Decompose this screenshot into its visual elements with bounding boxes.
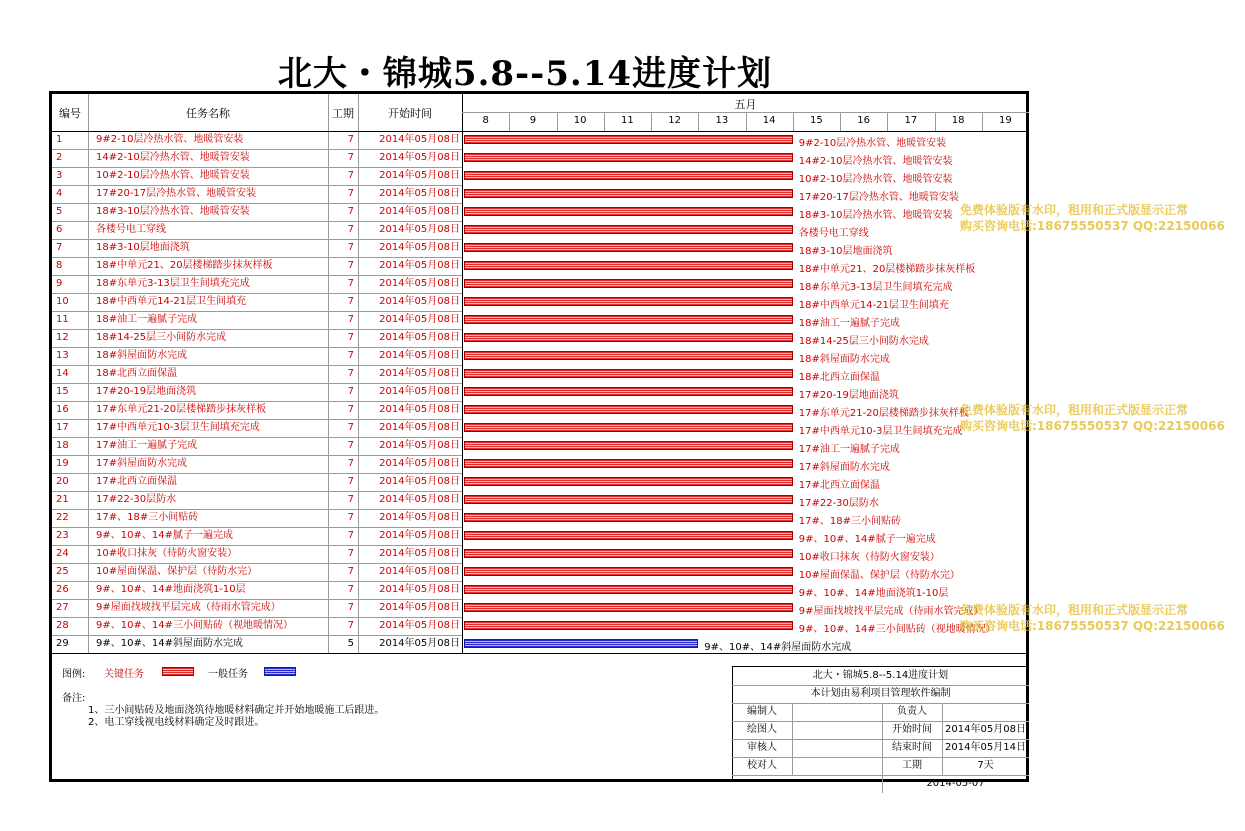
task-id: 9 [56,278,63,289]
task-id: 12 [56,332,69,343]
task-name: 17#22-30层防水 [96,494,177,505]
task-duration: 5 [347,638,354,649]
task-id: 29 [56,638,69,649]
task-id: 21 [56,494,69,505]
task-start: 2014年05月08日 [379,152,460,163]
task-duration: 7 [347,422,354,433]
task-bar-label: 17#油工一遍腻子完成 [798,444,900,455]
watermark-3a: 免费体验版有水印，租用和正式版显示正常 [960,603,1189,617]
task-start: 2014年05月08日 [379,584,460,595]
task-duration: 7 [347,566,354,577]
task-duration: 7 [347,602,354,613]
task-duration: 7 [347,620,354,631]
task-start: 2014年05月08日 [379,170,460,181]
task-bar [464,225,793,234]
task-start: 2014年05月08日 [379,134,460,145]
task-start: 2014年05月08日 [379,188,460,199]
task-bar-label: 18#油工一遍腻子完成 [798,318,900,329]
task-name: 18#中西单元14-21层卫生间填充 [96,296,247,307]
infobox-value: 7天 [977,760,994,771]
task-duration: 7 [347,332,354,343]
task-id: 7 [56,242,63,253]
task-name: 9#屋面找坡找平层完成（待雨水管完成） [96,602,281,613]
task-duration: 7 [347,242,354,253]
task-bar [464,459,793,468]
task-duration: 7 [347,152,354,163]
task-start: 2014年05月08日 [379,350,460,361]
task-name: 17#北西立面保温 [96,476,178,487]
infobox-cell-divider [792,703,793,721]
task-duration: 7 [347,530,354,541]
task-name: 各楼号电工穿线 [96,224,166,235]
task-id: 19 [56,458,69,469]
infobox-label: 结束时间 [892,742,932,753]
task-bar-label: 9#、10#、14#斜屋面防水完成 [704,642,852,653]
task-duration: 7 [347,368,354,379]
task-start: 2014年05月08日 [379,278,460,289]
task-duration: 7 [347,188,354,199]
legend-normal-swatch [264,667,296,676]
task-id: 4 [56,188,63,199]
header-start: 开始时间 [388,107,432,120]
day-label: 19 [999,115,1012,126]
task-start: 2014年05月08日 [379,476,460,487]
task-bar-label: 18#斜屋面防水完成 [798,354,890,365]
task-bar-label: 18#14-25层三小间防水完成 [798,336,929,347]
task-bar-label: 17#、18#三小间贴砖 [798,516,901,527]
task-name: 18#中单元21、20层楼梯踏步抹灰样板 [96,260,273,271]
task-start: 2014年05月08日 [379,206,460,217]
day-label: 9 [529,115,537,126]
task-bar [464,621,793,630]
task-start: 2014年05月08日 [379,404,460,415]
task-bar [464,441,793,450]
task-duration: 7 [347,260,354,271]
infobox-cell-divider [792,721,793,739]
header-month: 五月 [734,98,757,111]
task-name: 18#油工一遍腻子完成 [96,314,198,325]
infobox-cell-divider [792,739,793,757]
task-id: 16 [56,404,69,415]
task-name: 18#东单元3-13层卫生间填充完成 [96,278,250,289]
task-bar [464,261,793,270]
task-name: 10#2-10层冷热水管、地暖管安装 [96,170,250,181]
task-start: 2014年05月08日 [379,512,460,523]
task-bar-label: 17#20-17层冷热水管、地暖管安装 [798,192,959,203]
task-bar-label: 14#2-10层冷热水管、地暖管安装 [798,156,953,167]
task-bar [464,243,793,252]
watermark-2a: 免费体验版有水印，租用和正式版显示正常 [960,403,1189,417]
task-start: 2014年05月08日 [379,386,460,397]
task-duration: 7 [347,476,354,487]
day-label: 16 [857,115,870,126]
task-id: 25 [56,566,69,577]
task-name: 14#2-10层冷热水管、地暖管安装 [96,152,250,163]
page-title: 北大・锦城5.8--5.14进度计划 [277,54,773,94]
day-label: 15 [810,115,823,126]
task-id: 20 [56,476,69,487]
task-bar-label: 18#3-10层地面浇筑 [798,246,893,257]
task-bar [464,405,793,414]
day-label: 17 [904,115,918,126]
gantt-frame [49,91,1029,789]
task-name: 17#斜屋面防水完成 [96,458,188,469]
infobox-date: 2014-05-07 [926,778,985,789]
infobox-title: 北大・锦城5.8--5.14进度计划 [812,670,949,681]
day-label: 12 [668,115,681,126]
task-bar-label: 17#中西单元10-3层卫生间填充完成 [798,426,963,437]
task-start: 2014年05月08日 [379,332,460,343]
infobox-label: 校对人 [747,760,777,771]
task-bar-label: 9#、10#、14#三小间贴砖（视地暖情况） [798,624,996,635]
task-bar [464,603,793,612]
task-bar [464,495,793,504]
task-id: 1 [56,134,63,145]
legend-label: 图例: [62,669,86,680]
table-bottom [52,653,1029,654]
task-id: 11 [56,314,69,325]
task-bar [464,369,793,378]
task-bar [464,585,793,594]
task-duration: 7 [347,296,354,307]
watermark-3b: 购买咨询电话:18675550537 QQ:22150066 [960,619,1225,633]
task-id: 17 [56,422,69,433]
task-bar [464,639,698,648]
task-bar [464,423,793,432]
task-name: 10#收口抹灰（待防火窗安装） [96,548,238,559]
task-name: 18#3-10层地面浇筑 [96,242,190,253]
task-bar [464,153,793,162]
task-id: 26 [56,584,69,595]
task-start: 2014年05月08日 [379,368,460,379]
task-start: 2014年05月08日 [379,566,460,577]
task-duration: 7 [347,224,354,235]
task-bar-label: 18#3-10层冷热水管、地暖管安装 [798,210,953,221]
task-duration: 7 [347,512,354,523]
task-bar-label: 18#东单元3-13层卫生间填充完成 [798,282,953,293]
infobox-value [942,703,1029,721]
task-id: 14 [56,368,69,379]
task-name: 9#、10#、14#地面浇筑1-10层 [96,584,246,595]
infobox-label: 编制人 [747,706,777,717]
task-duration: 7 [347,386,354,397]
notes-label: 备注: [62,693,86,704]
task-start: 2014年05月08日 [379,620,460,631]
watermark-2b: 购买咨询电话:18675550537 QQ:22150066 [960,419,1225,433]
infobox-label: 工期 [902,760,922,771]
task-start: 2014年05月08日 [379,530,460,541]
infobox-label: 绘图人 [747,724,777,735]
task-bar [464,477,793,486]
infobox-label: 审核人 [747,742,777,753]
note-line-1: 1、三小间贴砖及地面浇筑待地暖材料确定并开始地暖施工后跟进。 [88,705,385,716]
infobox-label: 负责人 [897,706,927,717]
task-id: 23 [56,530,69,541]
note-line-2: 2、电工穿线视电线材料确定及时跟进。 [88,717,265,728]
task-id: 27 [56,602,69,613]
task-id: 3 [56,170,63,181]
watermark-1b: 购买咨询电话:18675550537 QQ:22150066 [960,219,1225,233]
task-name: 18#斜屋面防水完成 [96,350,188,361]
task-id: 6 [56,224,63,235]
task-bar [464,207,793,216]
day-label: 11 [621,115,634,126]
task-duration: 7 [347,584,354,595]
column-divider [88,94,89,653]
task-id: 13 [56,350,69,361]
header-name: 任务名称 [186,107,230,120]
task-bar-label: 17#20-19层地面浇筑 [798,390,899,401]
task-start: 2014年05月08日 [379,296,460,307]
task-duration: 7 [347,350,354,361]
task-start: 2014年05月08日 [379,440,460,451]
task-bar-label: 各楼号电工穿线 [798,228,869,239]
task-id: 8 [56,260,63,271]
task-start: 2014年05月08日 [379,458,460,469]
task-start: 2014年05月08日 [379,242,460,253]
task-duration: 7 [347,206,354,217]
task-name: 9#、10#、14#腻子一遍完成 [96,530,233,541]
task-start: 2014年05月08日 [379,422,460,433]
task-bar-label: 17#22-30层防水 [798,498,879,509]
task-bar-label: 18#中西单元14-21层卫生间填充 [798,300,949,311]
task-name: 17#油工一遍腻子完成 [96,440,198,451]
task-id: 2 [56,152,63,163]
task-bar [464,549,793,558]
task-duration: 7 [347,548,354,559]
day-label: 18 [951,115,965,126]
task-bar [464,315,793,324]
task-bar-label: 18#北西立面保温 [798,372,880,383]
task-bar [464,279,793,288]
task-bar [464,567,793,576]
task-id: 24 [56,548,69,559]
task-id: 5 [56,206,63,217]
task-bar [464,297,793,306]
infobox-label: 开始时间 [892,724,932,735]
task-name: 9#、10#、14#斜屋面防水完成 [96,638,243,649]
task-name: 9#、10#、14#三小间贴砖（视地暖情况） [96,620,293,631]
task-start: 2014年05月08日 [379,314,460,325]
task-bar [464,513,793,522]
task-duration: 7 [347,440,354,451]
legend-critical-swatch [162,667,194,676]
task-duration: 7 [347,134,354,145]
task-bar [464,531,793,540]
infobox-subtitle: 本计划由易利项目管理软件编制 [810,688,951,699]
task-id: 22 [56,512,69,523]
task-id: 10 [56,296,69,307]
task-id: 18 [56,440,69,451]
task-duration: 7 [347,278,354,289]
task-bar-label: 10#屋面保温、保护层（待防水完） [798,570,960,581]
task-bar-label: 17#斜屋面防水完成 [798,462,890,473]
task-bar-label: 17#东单元21-20层楼梯踏步抹灰样板 [798,408,969,419]
task-duration: 7 [347,458,354,469]
day-label: 14 [762,115,776,126]
watermark-1a: 免费体验版有水印，租用和正式版显示正常 [960,203,1189,217]
day-label: 8 [482,115,489,126]
task-start: 2014年05月08日 [379,548,460,559]
task-start: 2014年05月08日 [379,224,460,235]
task-bar-label: 18#中单元21、20层楼梯踏步抹灰样板 [798,264,976,275]
task-bar [464,189,793,198]
task-name: 9#2-10层冷热水管、地暖管安装 [96,134,244,145]
column-divider [358,94,359,653]
task-id: 15 [56,386,69,397]
infobox-value: 2014年05月08日 [945,724,1026,735]
task-duration: 7 [347,404,354,415]
task-bar-label: 9#、10#、14#腻子一遍完成 [798,534,936,545]
legend-critical-label: 关键任务 [104,669,144,680]
infobox-cell-divider [792,757,793,775]
task-name: 17#20-17层冷热水管、地暖管安装 [96,188,257,199]
task-name: 17#中西单元10-3层卫生间填充完成 [96,422,260,433]
day-label: 13 [715,115,729,126]
task-bar [464,171,793,180]
task-duration: 7 [347,170,354,181]
task-bar-label: 10#收口抹灰（待防火窗安装） [798,552,940,563]
task-name: 18#14-25层三小间防水完成 [96,332,227,343]
task-bar [464,333,793,342]
task-bar-label: 17#北西立面保温 [798,480,880,491]
task-name: 18#北西立面保温 [96,368,178,379]
day-label: 10 [573,115,587,126]
task-bar [464,135,793,144]
task-bar [464,387,793,396]
task-bar-label: 9#2-10层冷热水管、地暖管安装 [798,138,947,149]
task-duration: 7 [347,314,354,325]
legend-normal-label: 一般任务 [208,669,248,680]
infobox-value: 2014年05月14日 [945,742,1026,753]
task-name: 10#屋面保温、保护层（待防水完） [96,566,258,577]
header-no: 编号 [59,107,81,120]
task-name: 18#3-10层冷热水管、地暖管安装 [96,206,250,217]
task-start: 2014年05月08日 [379,494,460,505]
task-duration: 7 [347,494,354,505]
task-start: 2014年05月08日 [379,602,460,613]
task-bar-label: 9#、10#、14#地面浇筑1-10层 [798,588,949,599]
gantt-divider [462,94,463,653]
task-start: 2014年05月08日 [379,638,460,649]
task-name: 17#、18#三小间贴砖 [96,512,199,523]
task-bar [464,351,793,360]
task-bar-label: 10#2-10层冷热水管、地暖管安装 [798,174,953,185]
task-name: 17#东单元21-20层楼梯踏步抹灰样板 [96,404,267,415]
header-duration: 工期 [332,107,354,120]
task-name: 17#20-19层地面浇筑 [96,386,197,397]
task-id: 28 [56,620,69,631]
task-start: 2014年05月08日 [379,260,460,271]
task-bar-label: 9#屋面找坡找平层完成（待雨水管完成） [798,606,984,617]
